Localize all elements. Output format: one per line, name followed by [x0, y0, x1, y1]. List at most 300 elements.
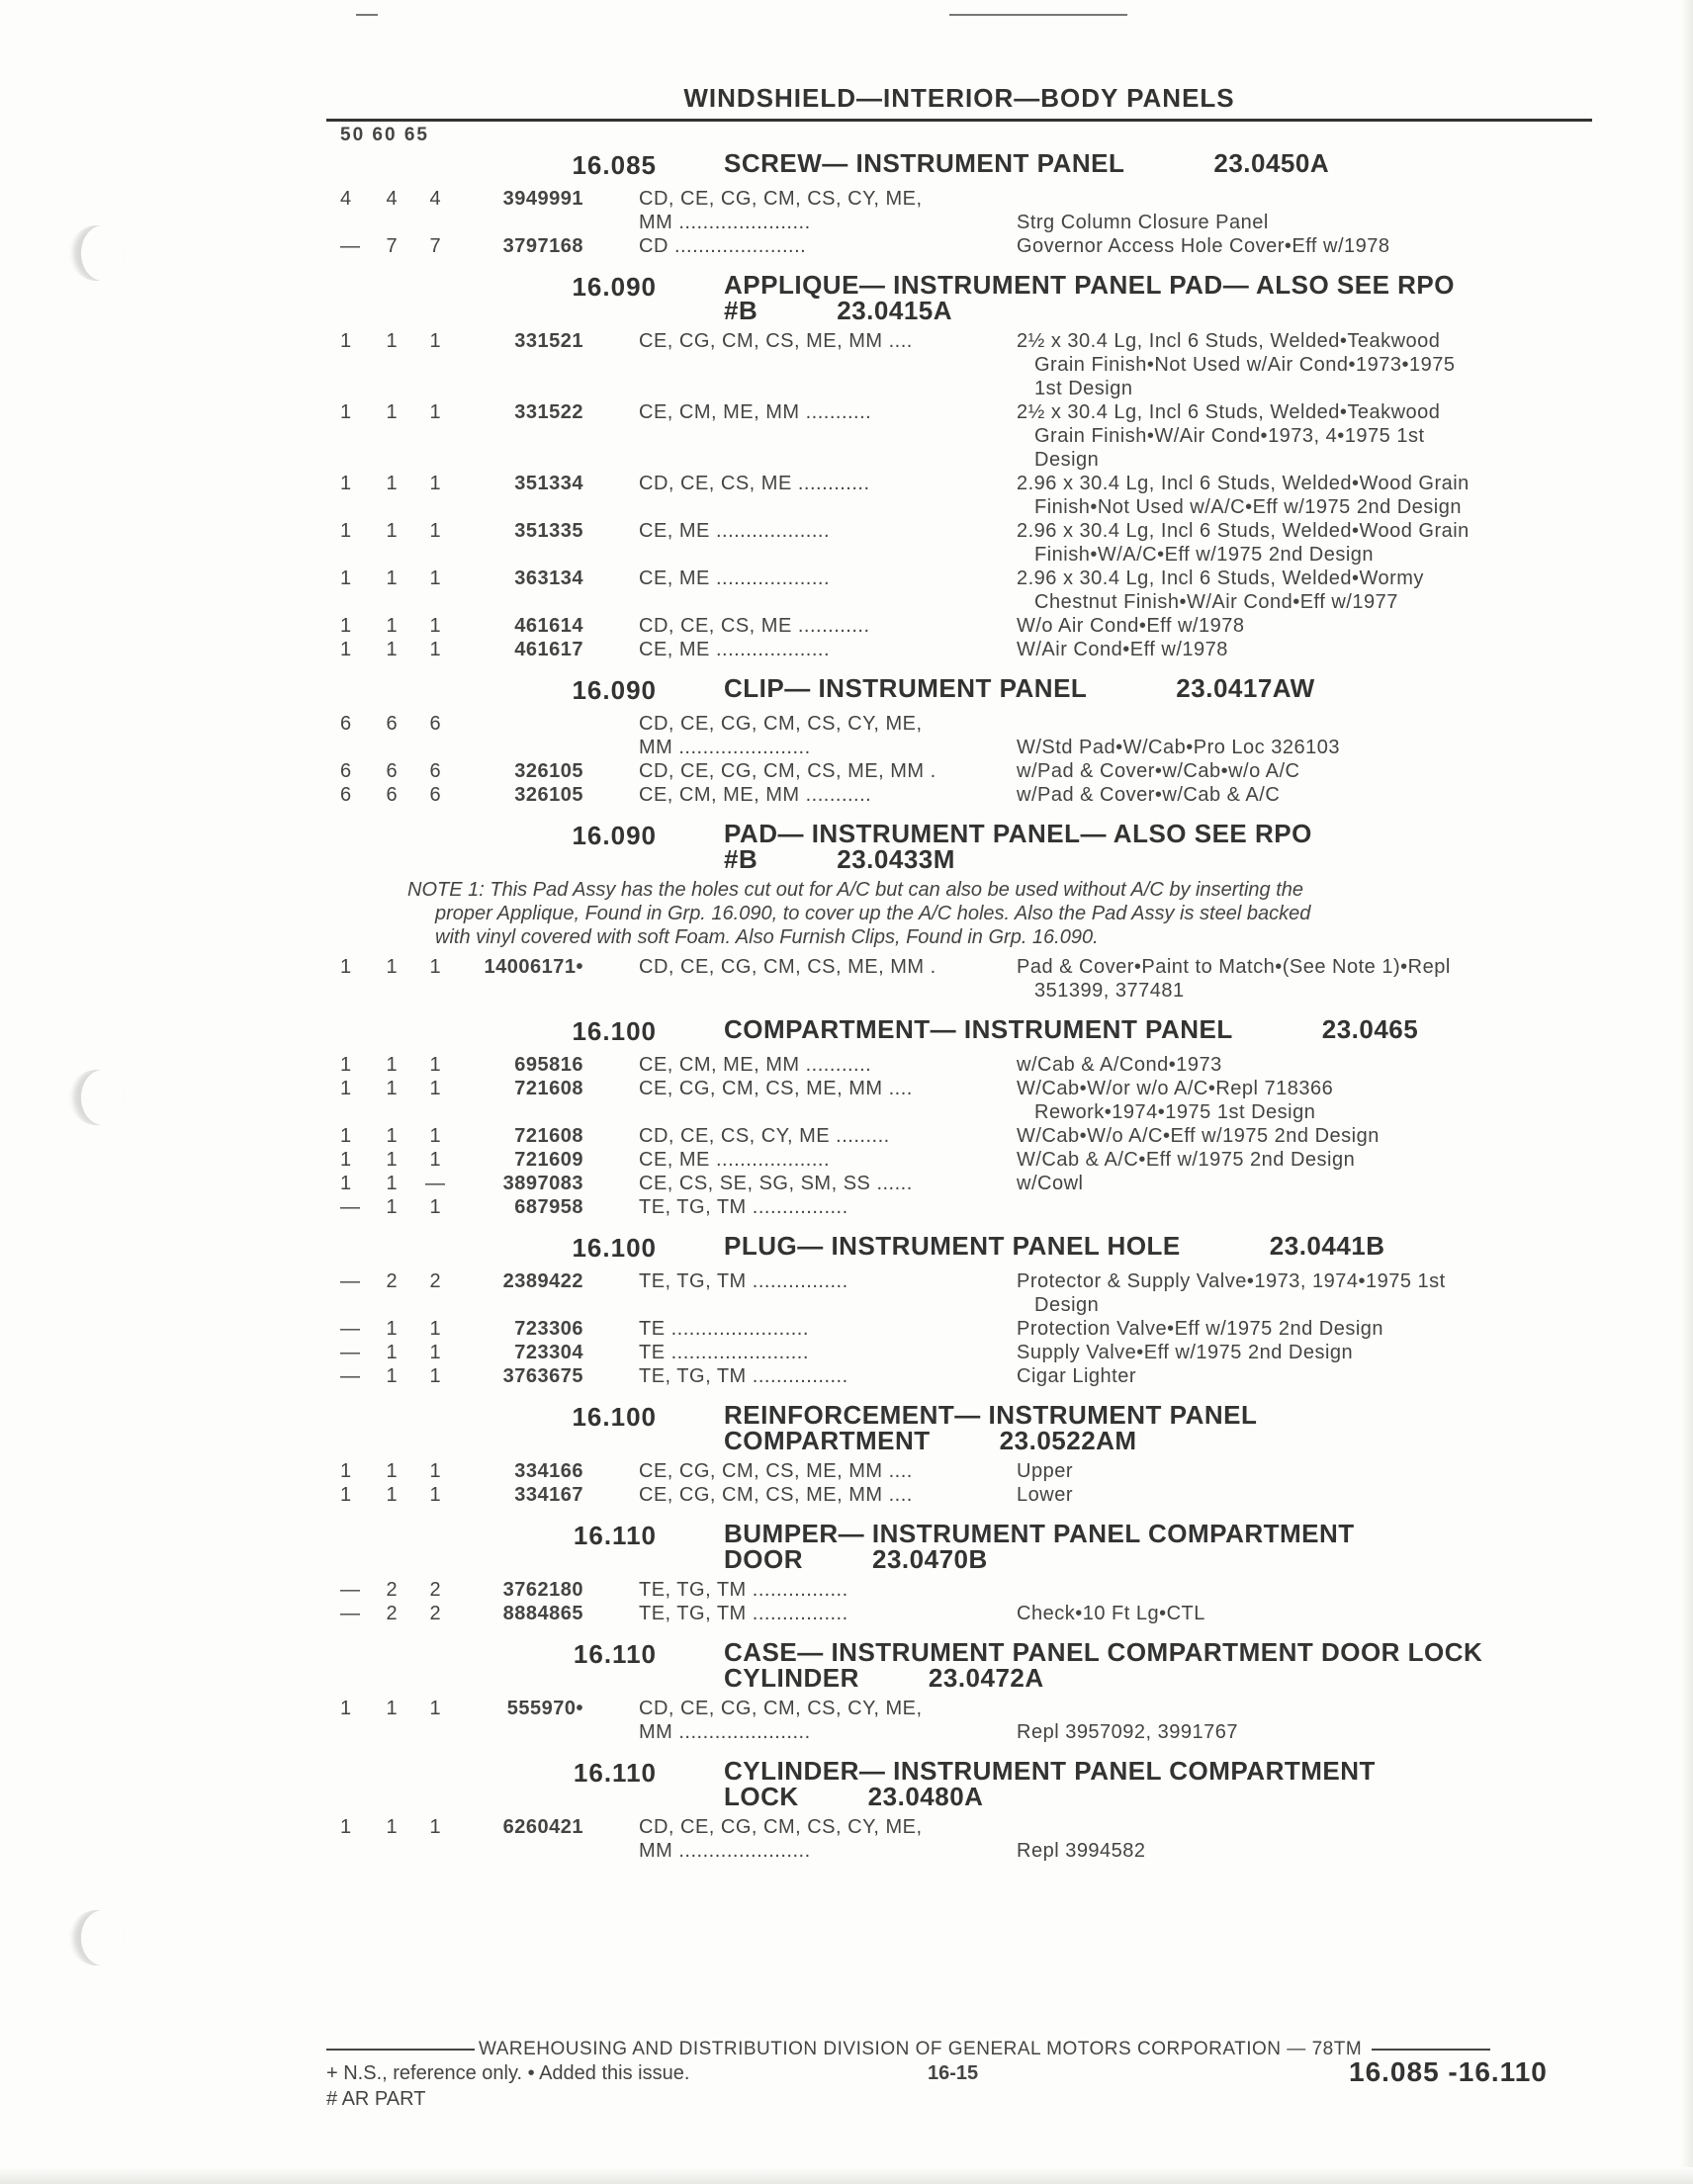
part-number: 461614 [514, 615, 583, 637]
quantity-60: 1 [386, 401, 398, 423]
part-row [340, 1483, 1596, 1507]
quantity-50 [340, 424, 370, 448]
parts-rows [340, 955, 1596, 1003]
illustration-code: 23.0522AM [999, 1426, 1137, 1455]
quantity-50: — [340, 1579, 360, 1601]
quantity-60 [370, 353, 413, 377]
part-row [340, 1459, 1596, 1483]
quantity-65 [413, 979, 457, 1003]
quantity-50: — [340, 1365, 360, 1387]
part-row [340, 1077, 1596, 1100]
part-number: 351334 [514, 473, 583, 494]
part-description: W/Cab•W/or w/o A/C•Repl 718366 [1017, 1078, 1334, 1099]
quantity-60: 1 [386, 1816, 398, 1838]
quantity-65 [413, 1839, 457, 1863]
part-row [340, 1364, 1596, 1388]
title-text: #B [724, 296, 758, 325]
title-line [724, 150, 1329, 176]
section-16-110 [340, 1517, 1596, 1625]
part-row [340, 1148, 1596, 1172]
section-header [340, 671, 1596, 706]
section-header [340, 1229, 1596, 1264]
title-text: PAD— INSTRUMENT PANEL— ALSO SEE RPO [724, 819, 1312, 848]
part-description: W/Std Pad•W/Cab•Pro Loc 326103 [1017, 737, 1340, 758]
part-description: Repl 3957092, 3991767 [1017, 1721, 1239, 1743]
page-range: 16.085 -16.110 [1349, 2056, 1548, 2087]
title-line [724, 1639, 1482, 1665]
title-text: SCREW— INSTRUMENT PANEL [724, 148, 1125, 178]
part-description: Lower [1017, 1484, 1073, 1506]
part-number [457, 495, 587, 519]
model-codes: TE, TG, TM ................ [639, 1579, 848, 1601]
quantity-60: 1 [386, 1078, 398, 1099]
model-codes: CD, CE, CG, CM, CS, CY, ME, [639, 188, 923, 210]
section-title [724, 1639, 1482, 1691]
part-row [340, 519, 1596, 543]
title-line [724, 1784, 1376, 1809]
quantity-60: 1 [386, 1484, 398, 1506]
title-line [724, 1402, 1257, 1428]
title-line [724, 1016, 1418, 1042]
part-description: Design [1034, 1294, 1100, 1316]
note-line: proper Applique, Found in Grp. 16.090, to cover up the A/C holes. Also the Pad Assy is steel backed [435, 903, 1311, 924]
part-description: W/Air Cond•Eff w/1978 [1017, 639, 1228, 660]
part-row [340, 1172, 1596, 1195]
part-description: 1st Design [1034, 378, 1133, 399]
quantity-65: 2 [429, 1603, 441, 1624]
quantity-65: — [425, 1173, 445, 1194]
part-description: 2.96 x 30.4 Lg, Incl 6 Studs, Welded•Wood Grain [1017, 473, 1470, 494]
section-title [724, 1233, 1385, 1259]
quantity-65: 1 [429, 1484, 441, 1506]
section-16-100 [340, 1229, 1596, 1388]
section-header [340, 1517, 1596, 1572]
title-line [724, 1546, 1355, 1572]
section-title [724, 1402, 1257, 1453]
quantity-65: 1 [429, 1342, 441, 1363]
part-row [340, 783, 1596, 807]
page-edge [1681, 0, 1693, 2184]
part-number [457, 424, 587, 448]
section-16-110 [340, 1635, 1596, 1744]
title-text: #B [724, 844, 758, 874]
section-header [340, 1635, 1596, 1691]
section-header [340, 268, 1596, 323]
illustration-code: 23.0433M [837, 844, 955, 874]
quantity-65: 1 [429, 1078, 441, 1099]
model-codes [639, 424, 1005, 448]
part-number: 3897083 [502, 1173, 583, 1194]
quantity-50 [340, 1720, 370, 1744]
model-codes: CD, CE, CS, ME ............ [639, 615, 870, 637]
quantity-columns-header: 50 60 65 [340, 125, 429, 145]
part-description: Upper [1017, 1460, 1073, 1482]
part-description: Chestnut Finish•W/Air Cond•Eff w/1977 [1034, 591, 1398, 613]
quantity-65: 1 [429, 1125, 441, 1147]
illustration-code: 23.0465 [1321, 1014, 1419, 1044]
model-codes: CE, ME ................... [639, 520, 831, 542]
quantity-65: 1 [429, 473, 441, 494]
quantity-50: 1 [340, 956, 352, 978]
quantity-60 [370, 1839, 413, 1863]
quantity-50 [340, 495, 370, 519]
part-description: 2½ x 30.4 Lg, Incl 6 Studs, Welded•Teakwood [1017, 330, 1441, 352]
group-number: 16.110 [573, 1758, 657, 1788]
model-codes [639, 1100, 1005, 1124]
quantity-60: 1 [386, 1196, 398, 1218]
part-number: 351335 [514, 520, 583, 542]
part-number: 326105 [514, 784, 583, 806]
part-description: 2½ x 30.4 Lg, Incl 6 Studs, Welded•Teakwood [1017, 401, 1441, 423]
parts-listing [340, 146, 1596, 1863]
model-codes [639, 1293, 1005, 1317]
model-codes: CE, CG, CM, CS, ME, MM .... [639, 1078, 913, 1099]
quantity-60 [370, 1720, 413, 1744]
rule [1372, 2049, 1490, 2051]
quantity-65 [413, 495, 457, 519]
model-codes: CE, ME ................... [639, 1149, 831, 1171]
quantity-60: 6 [386, 713, 398, 735]
title-text: BUMPER— INSTRUMENT PANEL COMPARTMENT [724, 1519, 1355, 1548]
part-number: 8884865 [502, 1603, 583, 1624]
parts-rows [340, 1053, 1596, 1219]
quantity-65: 1 [429, 1698, 441, 1719]
model-codes: CD ...................... [639, 235, 807, 257]
title-line [724, 272, 1455, 298]
part-row [340, 1341, 1596, 1364]
title-text: APPLIQUE— INSTRUMENT PANEL PAD— ALSO SEE RPO [724, 270, 1455, 300]
illustration-code: 23.0450A [1213, 148, 1330, 178]
model-codes: MM ...................... [639, 1840, 811, 1862]
quantity-60 [370, 979, 413, 1003]
parts-rows [340, 1459, 1596, 1507]
quantity-60: 1 [386, 568, 398, 589]
quantity-50: 6 [340, 713, 352, 735]
part-description [1005, 1195, 1596, 1219]
part-number [457, 1720, 587, 1744]
quantity-60 [370, 543, 413, 567]
group-number: 16.110 [573, 1521, 657, 1550]
part-description: Strg Column Closure Panel [1017, 212, 1269, 233]
quantity-50: 1 [340, 1173, 352, 1194]
quantity-50 [340, 1839, 370, 1863]
part-description: 351399, 377481 [1034, 980, 1185, 1002]
part-number: 555970• [506, 1698, 583, 1719]
part-number: 331522 [514, 401, 583, 423]
quantity-60: 1 [386, 330, 398, 352]
quantity-60: 2 [386, 1270, 398, 1292]
part-row-continuation [340, 424, 1596, 448]
part-number: 326105 [514, 760, 583, 782]
quantity-60: 2 [386, 1579, 398, 1601]
title-line [724, 1428, 1257, 1453]
part-row-continuation [340, 1720, 1596, 1744]
model-codes [639, 377, 1005, 400]
part-number [457, 377, 587, 400]
quantity-60: 1 [386, 956, 398, 978]
part-number: 723304 [514, 1342, 583, 1363]
title-text: COMPARTMENT— INSTRUMENT PANEL [724, 1014, 1233, 1044]
page-title: WINDSHIELD—INTERIOR—BODY PANELS [683, 83, 1235, 113]
quantity-60: 1 [386, 520, 398, 542]
quantity-50: 1 [340, 639, 352, 660]
title-text: PLUG— INSTRUMENT PANEL HOLE [724, 1231, 1181, 1261]
quantity-60 [370, 1293, 413, 1317]
model-codes: CE, CG, CM, CS, ME, MM .... [639, 1460, 913, 1482]
quantity-50 [340, 211, 370, 234]
quantity-65: 1 [429, 1460, 441, 1482]
quantity-60: 1 [386, 1318, 398, 1340]
quantity-60 [370, 736, 413, 759]
part-row-continuation [340, 1293, 1596, 1317]
part-number: 721609 [514, 1149, 583, 1171]
quantity-60 [370, 424, 413, 448]
part-row [340, 1602, 1596, 1625]
note-line: with vinyl covered with soft Foam. Also Furnish Clips, Found in Grp. 16.090. [435, 926, 1099, 948]
quantity-50: — [340, 235, 360, 257]
quantity-50 [340, 979, 370, 1003]
title-text: CYLINDER— INSTRUMENT PANEL COMPARTMENT [724, 1756, 1376, 1786]
quantity-65: 1 [429, 520, 441, 542]
model-codes [639, 590, 1005, 614]
group-number: 16.100 [572, 1016, 657, 1046]
group-number: 16.100 [572, 1402, 657, 1432]
section-16-085 [340, 146, 1596, 258]
part-number [457, 211, 587, 234]
part-row [340, 472, 1596, 495]
parts-rows [340, 712, 1596, 807]
quantity-50: 1 [340, 1460, 352, 1482]
part-description: Supply Valve•Eff w/1975 2nd Design [1017, 1342, 1354, 1363]
model-codes: CE, CS, SE, SG, SM, SS ...... [639, 1173, 913, 1194]
model-codes [639, 979, 1005, 1003]
model-codes: CE, CG, CM, CS, ME, MM .... [639, 1484, 913, 1506]
part-row [340, 1697, 1596, 1720]
quantity-65: 6 [429, 784, 441, 806]
footer-publisher [326, 2039, 1490, 2060]
section-title [724, 1016, 1418, 1042]
part-row-continuation [340, 736, 1596, 759]
part-description: Governor Access Hole Cover•Eff w/1978 [1017, 235, 1390, 257]
part-row-continuation [340, 543, 1596, 567]
section-header [340, 817, 1596, 872]
part-description [1005, 187, 1596, 211]
model-codes: CD, CE, CS, CY, ME ......... [639, 1125, 890, 1147]
quantity-65: 1 [429, 401, 441, 423]
quantity-60: 1 [386, 1054, 398, 1076]
part-description: Pad & Cover•Paint to Match•(See Note 1)•Repl [1017, 956, 1451, 978]
quantity-60: 1 [386, 1173, 398, 1194]
quantity-50 [340, 736, 370, 759]
quantity-50: — [340, 1270, 360, 1292]
quantity-50: 1 [340, 330, 352, 352]
model-codes: CD, CE, CG, CM, CS, CY, ME, [639, 1816, 923, 1838]
quantity-60 [370, 1100, 413, 1124]
quantity-65: 1 [429, 1365, 441, 1387]
part-row [340, 638, 1596, 661]
part-number: 723306 [514, 1318, 583, 1340]
part-description [1005, 1578, 1596, 1602]
model-codes: CE, ME ................... [639, 568, 831, 589]
group-number: 16.090 [572, 272, 657, 302]
part-description: W/o Air Cond•Eff w/1978 [1017, 615, 1245, 637]
section-16-090 [340, 817, 1596, 1003]
quantity-50: 1 [340, 1054, 352, 1076]
quantity-65 [413, 736, 457, 759]
quantity-65: 1 [429, 1318, 441, 1340]
page-edge [0, 2167, 1693, 2184]
quantity-65: 1 [429, 1816, 441, 1838]
quantity-50: 1 [340, 520, 352, 542]
title-line [724, 1758, 1376, 1784]
legend-ns: + N.S., reference only. • Added this issue. [326, 2062, 690, 2084]
group-number: 16.085 [572, 150, 657, 180]
section-title [724, 1521, 1355, 1572]
quantity-50: — [340, 1318, 360, 1340]
quantity-60: 1 [386, 1365, 398, 1387]
group-number: 16.110 [573, 1639, 657, 1669]
quantity-50 [340, 1100, 370, 1124]
title-line [724, 846, 1312, 872]
model-codes: TE, TG, TM ................ [639, 1270, 848, 1292]
part-number [457, 1839, 587, 1863]
part-number: 331521 [514, 330, 583, 352]
quantity-65: 1 [429, 956, 441, 978]
part-number [457, 543, 587, 567]
model-codes: TE, TG, TM ................ [639, 1365, 848, 1387]
quantity-60: 1 [386, 1125, 398, 1147]
part-row-continuation [340, 377, 1596, 400]
part-number: 334166 [514, 1460, 583, 1482]
parts-rows [340, 1697, 1596, 1744]
part-number [457, 1293, 587, 1317]
scan-mark [949, 14, 1127, 16]
quantity-50 [340, 543, 370, 567]
quantity-65: 2 [429, 1579, 441, 1601]
quantity-60: 1 [386, 1698, 398, 1719]
title-line [724, 675, 1315, 701]
quantity-65 [413, 590, 457, 614]
part-number: 3797168 [502, 235, 583, 257]
quantity-50 [340, 590, 370, 614]
legend-ar: # AR PART [326, 2088, 426, 2110]
section-header [340, 1012, 1596, 1047]
part-number [457, 736, 587, 759]
quantity-60 [370, 448, 413, 472]
part-number: 2389422 [502, 1270, 583, 1292]
part-number [457, 590, 587, 614]
part-row [340, 955, 1596, 979]
part-number: 363134 [514, 568, 583, 589]
binder-hole [69, 1070, 125, 1125]
section-16-090 [340, 671, 1596, 807]
part-description [1005, 1697, 1596, 1720]
section-header [340, 146, 1596, 181]
quantity-60 [370, 377, 413, 400]
part-row-continuation [340, 495, 1596, 519]
part-row [340, 1578, 1596, 1602]
quantity-65 [413, 1293, 457, 1317]
group-number: 16.090 [572, 821, 657, 850]
section-title [724, 821, 1312, 872]
section-title [724, 675, 1315, 701]
quantity-50: 1 [340, 1484, 352, 1506]
header-rule [326, 119, 1592, 122]
quantity-65: 1 [429, 615, 441, 637]
part-row [340, 400, 1596, 424]
section-title [724, 1758, 1376, 1809]
title-text: REINFORCEMENT— INSTRUMENT PANEL [724, 1400, 1258, 1430]
title-line [724, 821, 1312, 846]
part-row [340, 712, 1596, 736]
part-description: w/Pad & Cover•w/Cab & A/C [1017, 784, 1281, 806]
model-codes: CE, CM, ME, MM ........... [639, 784, 872, 806]
quantity-50: 1 [340, 401, 352, 423]
quantity-50: 1 [340, 568, 352, 589]
quantity-50: 1 [340, 1125, 352, 1147]
model-codes: MM ...................... [639, 1721, 811, 1743]
quantity-60: 1 [386, 1460, 398, 1482]
part-description: 2.96 x 30.4 Lg, Incl 6 Studs, Welded•Wormy [1017, 568, 1424, 589]
model-codes [639, 448, 1005, 472]
part-number [457, 353, 587, 377]
part-row [340, 1317, 1596, 1341]
model-codes: CD, CE, CG, CM, CS, ME, MM . [639, 956, 936, 978]
part-description: Grain Finish•W/Air Cond•1973, 4•1975 1st [1034, 425, 1425, 447]
title-text: CYLINDER [724, 1663, 859, 1693]
part-row [340, 1053, 1596, 1077]
title-text: CLIP— INSTRUMENT PANEL [724, 673, 1088, 703]
part-row [340, 1815, 1596, 1839]
quantity-50: 1 [340, 1816, 352, 1838]
quantity-50 [340, 377, 370, 400]
part-description: Protection Valve•Eff w/1975 2nd Design [1017, 1318, 1384, 1340]
note-text [340, 878, 1596, 949]
model-codes: CE, CG, CM, CS, ME, MM .... [639, 330, 913, 352]
illustration-code: 23.0480A [867, 1782, 984, 1811]
part-row [340, 1269, 1596, 1293]
part-description: w/Pad & Cover•w/Cab•w/o A/C [1017, 760, 1300, 782]
model-codes [639, 495, 1005, 519]
part-number [457, 1100, 587, 1124]
section-header [340, 1398, 1596, 1453]
group-number: 16.100 [572, 1233, 657, 1263]
section-title [724, 272, 1455, 323]
part-description: Finish•Not Used w/A/C•Eff w/1975 2nd Design [1034, 496, 1462, 518]
part-description: Grain Finish•Not Used w/Air Cond•1973•1975 [1034, 354, 1456, 376]
quantity-60: 1 [386, 1149, 398, 1171]
part-description: Rework•1974•1975 1st Design [1034, 1101, 1316, 1123]
title-line [724, 1665, 1482, 1691]
parts-rows [340, 1269, 1596, 1388]
part-number: 334167 [514, 1484, 583, 1506]
page-number: 16-15 [928, 2062, 979, 2084]
quantity-65: 1 [429, 639, 441, 660]
part-row-continuation [340, 448, 1596, 472]
part-row-continuation [340, 979, 1596, 1003]
model-codes: TE ....................... [639, 1342, 809, 1363]
parts-rows [340, 1815, 1596, 1863]
model-codes: MM ...................... [639, 212, 811, 233]
quantity-60: 7 [386, 235, 398, 257]
quantity-50: 1 [340, 1078, 352, 1099]
model-codes: CD, CE, CS, ME ............ [639, 473, 870, 494]
part-row [340, 187, 1596, 211]
part-description: Design [1034, 449, 1100, 471]
illustration-code: 23.0472A [928, 1663, 1044, 1693]
part-number: 3949991 [502, 188, 583, 210]
quantity-65: 1 [429, 1149, 441, 1171]
